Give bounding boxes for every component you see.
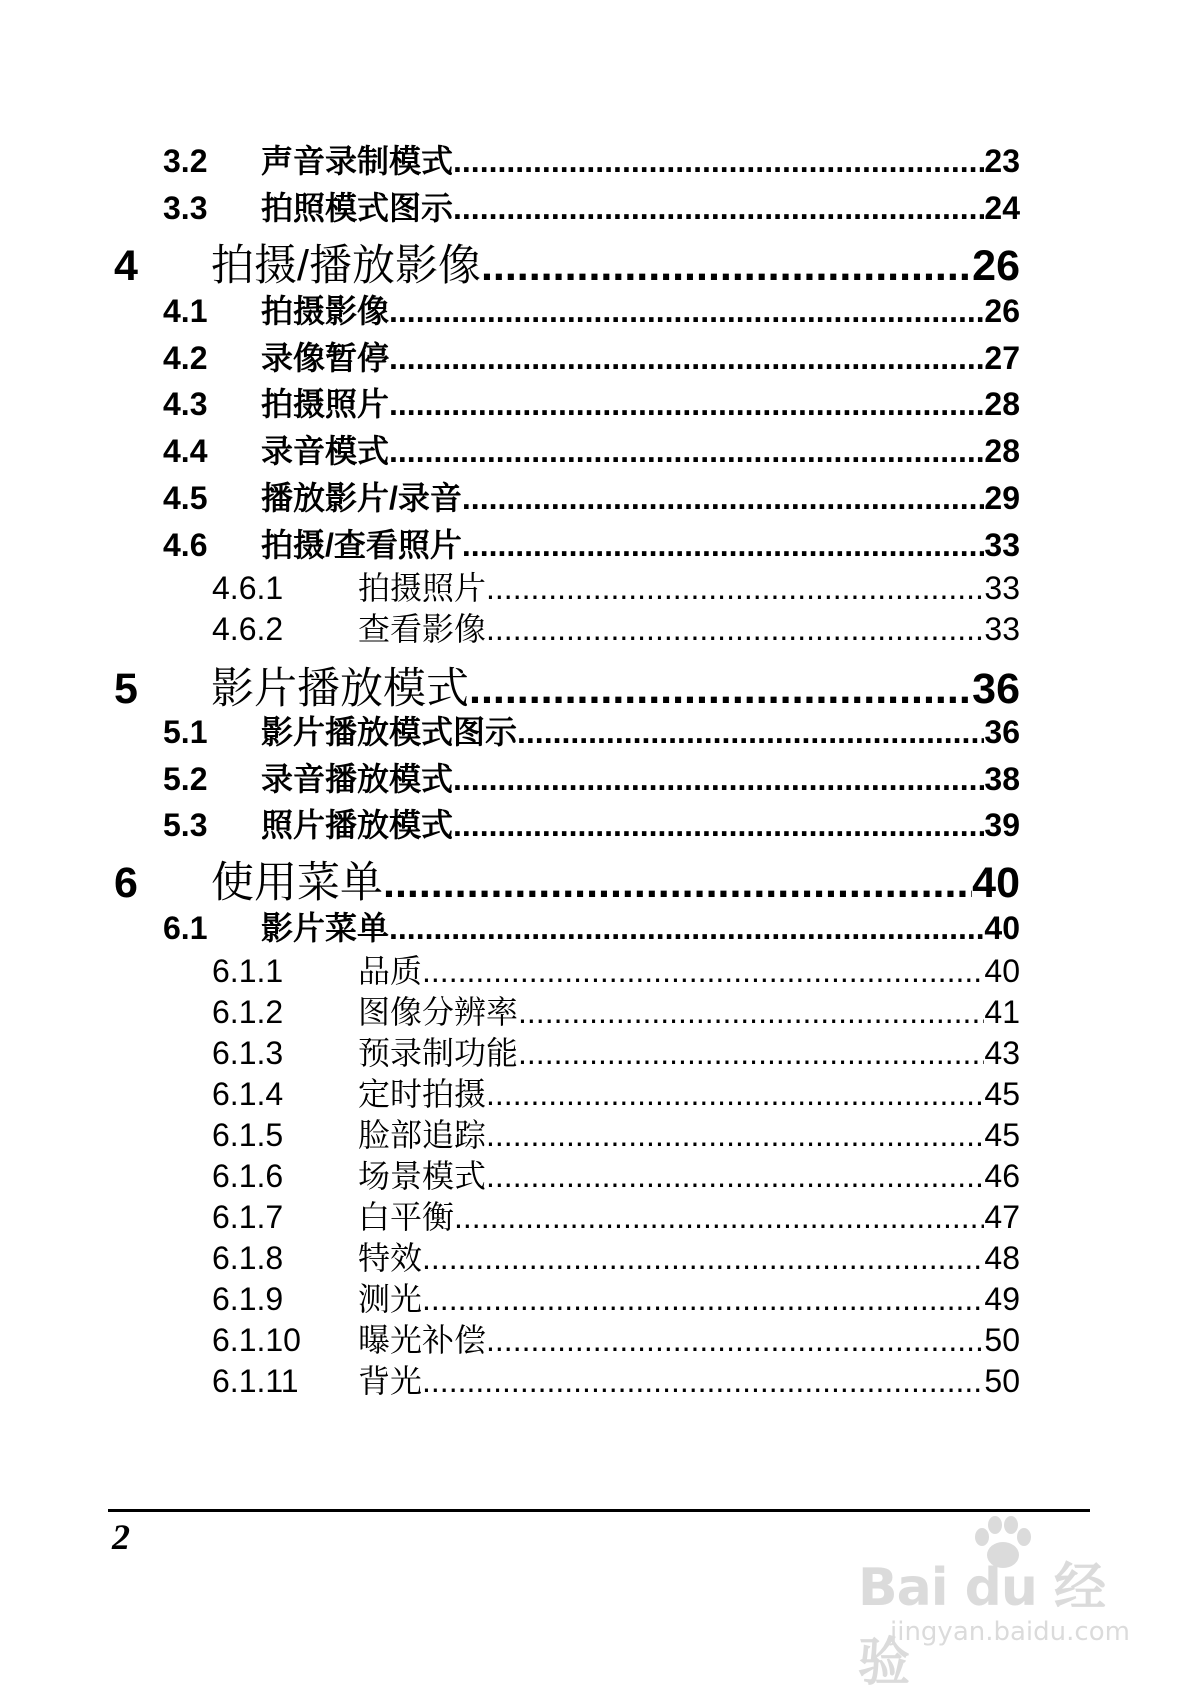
toc-entry-title: 录音模式 [261,433,390,469]
toc-entry-title: 拍摄/播放影像 [211,242,481,290]
toc-entry-title: 特效 [358,1240,423,1276]
toc-entry-page: 41 [984,994,1020,1030]
toc-entry[interactable] [212,1069,1020,1115]
dot-leader [453,761,984,798]
toc-entry-title: 照片播放模式 [261,807,454,843]
toc-entry[interactable] [163,379,1020,425]
toc-entry-page: 49 [984,1281,1020,1317]
toc-entry-page: 40 [972,859,1020,907]
toc-entry-title: 背光 [358,1363,423,1399]
toc-entry-title: 录像暂停 [261,340,390,376]
toc-entry-title: 场景模式 [358,1158,487,1194]
dot-leader [453,143,984,180]
dot-leader [389,293,984,330]
toc-entry-number: 6.1.1 [212,953,284,989]
toc-entry[interactable] [114,232,1020,293]
toc-entry-number: 6.1.11 [212,1363,299,1399]
toc-entry-title: 拍照模式图示 [261,190,454,226]
toc-entry[interactable] [212,604,1020,650]
dot-leader [462,480,985,517]
toc-entry-number: 3.3 [163,190,208,226]
toc-entry-page: 48 [984,1240,1020,1276]
toc-entry-page: 24 [984,190,1020,226]
dot-leader [422,1363,984,1400]
toc-entry-page: 28 [984,433,1020,469]
toc-entry-number: 4.6 [163,527,208,563]
toc-entry[interactable] [163,426,1020,472]
toc-entry-number: 6.1.9 [212,1281,284,1317]
toc-entry-page: 33 [984,570,1020,606]
toc-entry-title: 声音录制模式 [261,143,454,179]
toc-entry-number: 4.5 [163,480,208,516]
toc-entry-page: 46 [984,1158,1020,1194]
toc-entry-page: 50 [984,1363,1020,1399]
toc-entry-page: 45 [984,1117,1020,1153]
toc-entry-title: 拍摄照片 [358,570,487,606]
toc-entry-page: 40 [984,953,1020,989]
toc-entry[interactable] [212,563,1020,609]
toc-entry[interactable] [212,1315,1020,1361]
dot-leader [389,386,984,423]
footer-divider [108,1509,1090,1512]
page-number: 2 [112,1517,130,1557]
dot-leader [389,340,984,377]
toc-entry[interactable] [163,903,1020,949]
toc-entry-title: 图像分辨率 [358,994,519,1030]
toc-entry-page: 28 [984,386,1020,422]
toc-entry-title: 影片播放模式图示 [261,714,518,750]
toc-entry[interactable] [163,333,1020,379]
dot-leader [453,190,984,227]
toc-entry-title: 播放影片/录音 [261,480,462,516]
toc-entry[interactable] [212,946,1020,992]
toc-entry-page: 38 [984,761,1020,797]
watermark-brand: Bai du 经验 [858,1558,1105,1693]
dot-leader [454,1199,984,1236]
toc-entry[interactable] [212,1028,1020,1074]
toc-entry-number: 4.3 [163,386,208,422]
toc-entry-title: 影片菜单 [261,910,390,946]
toc-entry[interactable] [163,707,1020,753]
toc-entry[interactable] [163,520,1020,566]
toc-entry-title: 拍摄照片 [261,386,390,422]
dot-leader [518,1035,984,1072]
toc-entry-page: 50 [984,1322,1020,1358]
watermark-url: jingyan.baidu.com [890,1617,1130,1647]
dot-leader [453,807,984,844]
dot-leader [481,242,972,291]
toc-entry-page: 33 [984,611,1020,647]
dot-leader [486,1076,984,1113]
toc-entry-title: 脸部追踪 [358,1117,487,1153]
toc-entry-title: 拍摄影像 [261,293,390,329]
toc-entry[interactable] [212,1151,1020,1197]
toc-entry-page: 26 [984,293,1020,329]
toc-entry-number: 5.2 [163,761,208,797]
dot-leader [518,994,984,1031]
toc-entry-number: 6.1.6 [212,1158,284,1194]
toc-entry[interactable] [212,1233,1020,1279]
toc-entry[interactable] [163,754,1020,800]
toc-entry-title: 预录制功能 [358,1035,519,1071]
toc-entry-title: 查看影像 [358,611,487,647]
toc-entry-number: 3.2 [163,143,208,179]
toc-entry-title: 拍摄/查看照片 [261,527,462,563]
dot-leader [422,953,984,990]
toc-entry-page: 29 [984,480,1020,516]
toc-entry-title: 品质 [358,953,423,989]
toc-entry-title: 使用菜单 [211,859,383,907]
toc-entry[interactable] [163,800,1020,846]
toc-entry-page: 39 [984,807,1020,843]
toc-entry[interactable] [212,1192,1020,1238]
toc-entry-number: 5 [114,665,138,713]
dot-leader [422,1240,984,1277]
toc-entry-number: 6.1.8 [212,1240,284,1276]
toc-entry-page: 36 [972,665,1020,713]
toc-entry-page: 36 [984,714,1020,750]
dot-leader [383,859,972,908]
toc-entry[interactable] [212,1356,1020,1402]
dot-leader [389,433,984,470]
toc-entry-number: 4.6.1 [212,570,284,606]
dot-leader [486,1322,984,1359]
toc-entry-page: 23 [984,143,1020,179]
dot-leader [462,527,985,564]
toc-entry-title: 录音播放模式 [261,761,454,797]
dot-leader [517,714,984,751]
toc-entry-page: 43 [984,1035,1020,1071]
toc-entry[interactable] [212,987,1020,1033]
toc-entry-number: 4.1 [163,293,208,329]
dot-leader [389,910,984,947]
toc-entry-page: 47 [984,1199,1020,1235]
toc-entry-number: 6.1.5 [212,1117,284,1153]
toc-entry[interactable] [163,286,1020,332]
toc-entry-page: 27 [984,340,1020,376]
baidu-jingyan-watermark [850,1515,1150,1693]
toc-entry[interactable] [212,1274,1020,1320]
dot-leader [486,570,984,607]
toc-entry-title: 测光 [358,1281,423,1317]
dot-leader [422,1281,984,1318]
toc-entry-page: 26 [972,242,1020,290]
toc-entry-number: 4.4 [163,433,208,469]
toc-entry[interactable] [163,136,1020,182]
toc-entry-number: 6 [114,859,138,907]
toc-entry[interactable] [163,473,1020,519]
toc-entry-number: 6.1.2 [212,994,284,1030]
toc-entry-number: 6.1 [163,910,208,946]
dot-leader [486,1158,984,1195]
toc-entry[interactable] [163,183,1020,229]
toc-entry-number: 4 [114,242,138,290]
dot-leader [486,611,984,648]
toc-entry-number: 6.1.3 [212,1035,284,1071]
toc-entry-title: 曝光补偿 [358,1322,487,1358]
toc-entry-number: 5.1 [163,714,208,750]
toc-entry-number: 5.3 [163,807,208,843]
dot-leader [486,1117,984,1154]
toc-entry[interactable] [114,849,1020,910]
toc-entry-number: 4.6.2 [212,611,284,647]
toc-entry[interactable] [212,1110,1020,1156]
toc-entry-title: 白平衡 [358,1199,455,1235]
toc-entry-number: 4.2 [163,340,208,376]
toc-entry-number: 6.1.7 [212,1199,284,1235]
toc-entry-page: 45 [984,1076,1020,1112]
toc-entry-page: 33 [984,527,1020,563]
toc-entry-number: 6.1.10 [212,1322,301,1358]
toc-entry-number: 6.1.4 [212,1076,284,1112]
toc-entry-title: 影片播放模式 [211,665,469,713]
toc-entry-title: 定时拍摄 [358,1076,487,1112]
toc-entry-page: 40 [984,910,1020,946]
